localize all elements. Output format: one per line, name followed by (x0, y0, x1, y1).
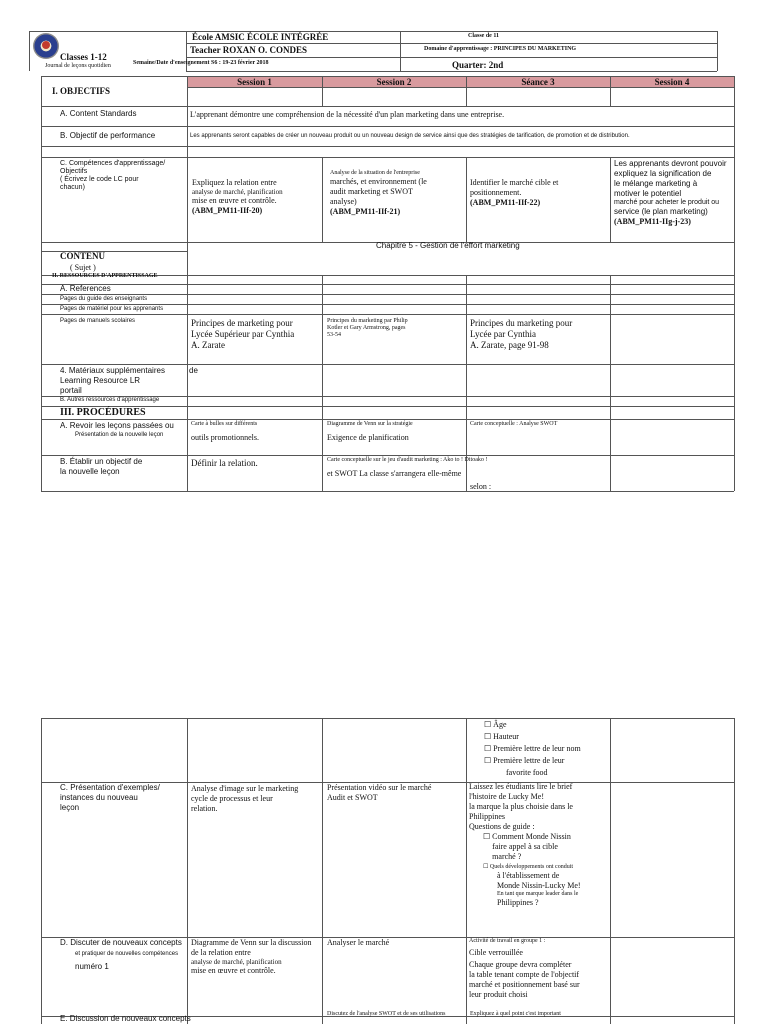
competencies-label: C. Compétences d'apprentissage/ Objectifs ( Écrivez le code LC pour chacun) (60, 160, 166, 191)
list-item: ☐ Âge (484, 720, 507, 729)
quarter: Quarter: 2nd (452, 60, 504, 70)
grade-level: Classe de 11 (468, 33, 500, 39)
checkbox-bullet-icon: ☐ (484, 756, 492, 765)
list-item: ☐ Hauteur (484, 732, 519, 741)
discuss-concepts-1-label: D. Discuter de nouveaux concepts (60, 938, 182, 947)
examples-session-1: Analyse d'image sur le marketing cycle de processus et leur relation. (191, 784, 299, 813)
learner-material-label: Pages de matériel pour les apprenants (60, 306, 164, 312)
review-lessons-label: A. Revoir les leçons passées ou (60, 421, 174, 430)
teacher-name: Teacher ROXAN O. CONDES (190, 45, 308, 55)
discuss-concepts-2-label: E. Discussion de nouveaux concepts (60, 1014, 191, 1023)
examples-session-2: Présentation vidéo sur le marché Audit et SWOT (327, 783, 432, 802)
references-label: A. References (60, 284, 111, 293)
objective-session-2-b: et SWOT La classe s'arrangera elle-même (327, 469, 462, 478)
list-item: ☐ Première lettre de leur (484, 756, 565, 765)
checkbox-bullet-icon: ☐ (484, 732, 492, 741)
journal-label: Journal de leçons quotidien (45, 63, 111, 69)
examples-session-3: Laissez les étudiants lire le brief l'histoire de Lucky Me! la marque la plus choisie dans le Philippines Questions de guide : ☐ Comment Monde Nissin faire appel à sa cible marché ? ☐ Quels développements ont conduit à l'établissement de Monde Nissin-Lucky Me! En tant que marque leader dans le Philippines ? (469, 782, 581, 907)
content-standards-text: L'apprenant démontre une compréhension de la nécessité d'un plan marketing dans une entreprise. (190, 110, 505, 119)
textbook-label: Pages de manuels scolaires (60, 318, 136, 324)
lesson-objective-label: B. Établir un objectif de la nouvelle leçon (60, 457, 143, 476)
topic-label: ( Sujet ) (70, 263, 96, 272)
competency-session-1: Expliquez la relation entre analyse de marché, planification mise en œuvre et contrôle. (ABM_PM11-IIf-20) (192, 178, 283, 215)
teacher-guide-label: Pages du guide des enseignants (60, 296, 148, 302)
chapter-title: Chapitre 5 - Gestion de l'effort marketing (376, 241, 520, 250)
discuss2-session-2: Discutez de l'analyse SWOT et de ses utilisations (327, 1011, 446, 1017)
learning-domain: Domaine d'apprentissage : PRINCIPES DU MARKETING (424, 46, 577, 52)
discuss-session-1: Diagramme de Venn sur la discussion de la relation entre analyse de marché, planification mise en œuvre et contrôle. (191, 938, 312, 975)
session-1-header: Session 1 (237, 77, 272, 87)
procedures-heading: III. PROCÉDURES (60, 407, 146, 418)
content-heading: CONTENU (60, 251, 106, 261)
performance-objective-label: B. Objectif de performance (60, 131, 156, 140)
objective-session-2: Carte conceptuelle sur le jeu d'audit marketing : Ako to ! Ditoako ! (327, 457, 488, 463)
checkbox-bullet-icon: ☐ (483, 832, 491, 841)
checkbox-bullet-icon: ☐ (484, 720, 492, 729)
session-3-header: Séance 3 (521, 77, 555, 87)
discuss-concepts-1-sub: et pratiquer de nouvelles compétences (75, 951, 179, 957)
school-name: École AMSIC ÉCOLE INTÉGRÉE (192, 32, 329, 42)
checkbox-bullet-icon: ☐ (484, 744, 492, 753)
review-lessons-sub: Présentation de la nouvelle leçon (75, 432, 164, 438)
competency-session-3: Identifier le marché cible et positionnement. (ABM_PM11-IIf-22) (470, 178, 559, 207)
supplementary-materials-label: 4. Matériaux supplémentaires Learning Resource LR portail (60, 366, 165, 395)
review-session-2: Diagramme de Venn sur la stratégie Exigence de planification (327, 421, 413, 442)
textbook-session-1: Principes de marketing pour Lycée Supérieur par Cynthia A. Zarate (191, 318, 295, 350)
supplementary-de: de (189, 366, 198, 375)
resources-heading: II. RESSOURCES D'APPRENTISSAGE (52, 273, 158, 279)
checkbox-bullet-icon: ☐ (483, 864, 489, 870)
discuss-session-3: Activité de travail en groupe 1 : Cible verrouillée Chaque groupe devra compléter la table tenant compte de l'objectif marché et positionnement basé sur leur produit choisi (469, 938, 580, 999)
review-session-1: Carte à bulles sur différents outils promotionnels. (191, 421, 259, 442)
discuss2-session-3: Expliquez à quel point c'est important (470, 1011, 561, 1017)
objective-session-2-c: selon : (470, 482, 492, 491)
competency-session-2: Analyse de la situation de l'entreprise marchés, et environnement (le audit marketing et SWOT analyse) (ABM_PM11-IIf-21) (330, 170, 427, 216)
discuss-session-2: Analyser le marché (327, 938, 390, 947)
grouping-criteria-list: ☐ Âge ☐ Hauteur ☐ Première lettre de leur nom ☐ Première lettre de leur favorite food (484, 720, 609, 778)
content-standards-label: A. Content Standards (60, 109, 137, 118)
session-4-header: Session 4 (654, 77, 690, 87)
examples-label: C. Présentation d'exemples/ instances du nouveau leçon (60, 783, 160, 812)
list-item: ☐ Première lettre de leur nom (484, 744, 581, 753)
objectives-heading: I. OBJECTIFS (52, 86, 111, 96)
session-2-header: Session 2 (376, 77, 412, 87)
textbook-session-2: Principes du marketing par Philip Kotler et Gary Armstrong, pages 53-54 (327, 318, 408, 338)
deped-seal-icon (33, 33, 59, 59)
textbook-session-3: Principes du marketing pour Lycée par Cynthia A. Zarate, page 91-98 (470, 318, 573, 350)
discuss-concepts-1-num: numéro 1 (75, 962, 109, 971)
teaching-week: Semaine/Date d'enseignement S6 : 19-23 février 2018 (133, 60, 269, 66)
performance-objective-text: Les apprenants seront capables de créer un nouveau produit ou un nouveau design de service ainsi que des stratégies de tarification, de promotion et de distribution. (190, 133, 630, 139)
competency-session-4: Les apprenants devront pouvoir expliquez la signification de le mélange marketing à motiver le potentiel marché pour acheter le produit ou service (le plan marketing) (ABM_PM11-IIg-j-23) (614, 159, 727, 226)
objective-session-1: Définir la relation. (191, 458, 258, 468)
review-session-3: Carte conceptuelle : Analyse SWOT (470, 421, 558, 427)
other-resources-label: B. Autres ressources d'apprentissage (60, 397, 160, 403)
classes-label: Classes 1-12 (60, 52, 107, 62)
